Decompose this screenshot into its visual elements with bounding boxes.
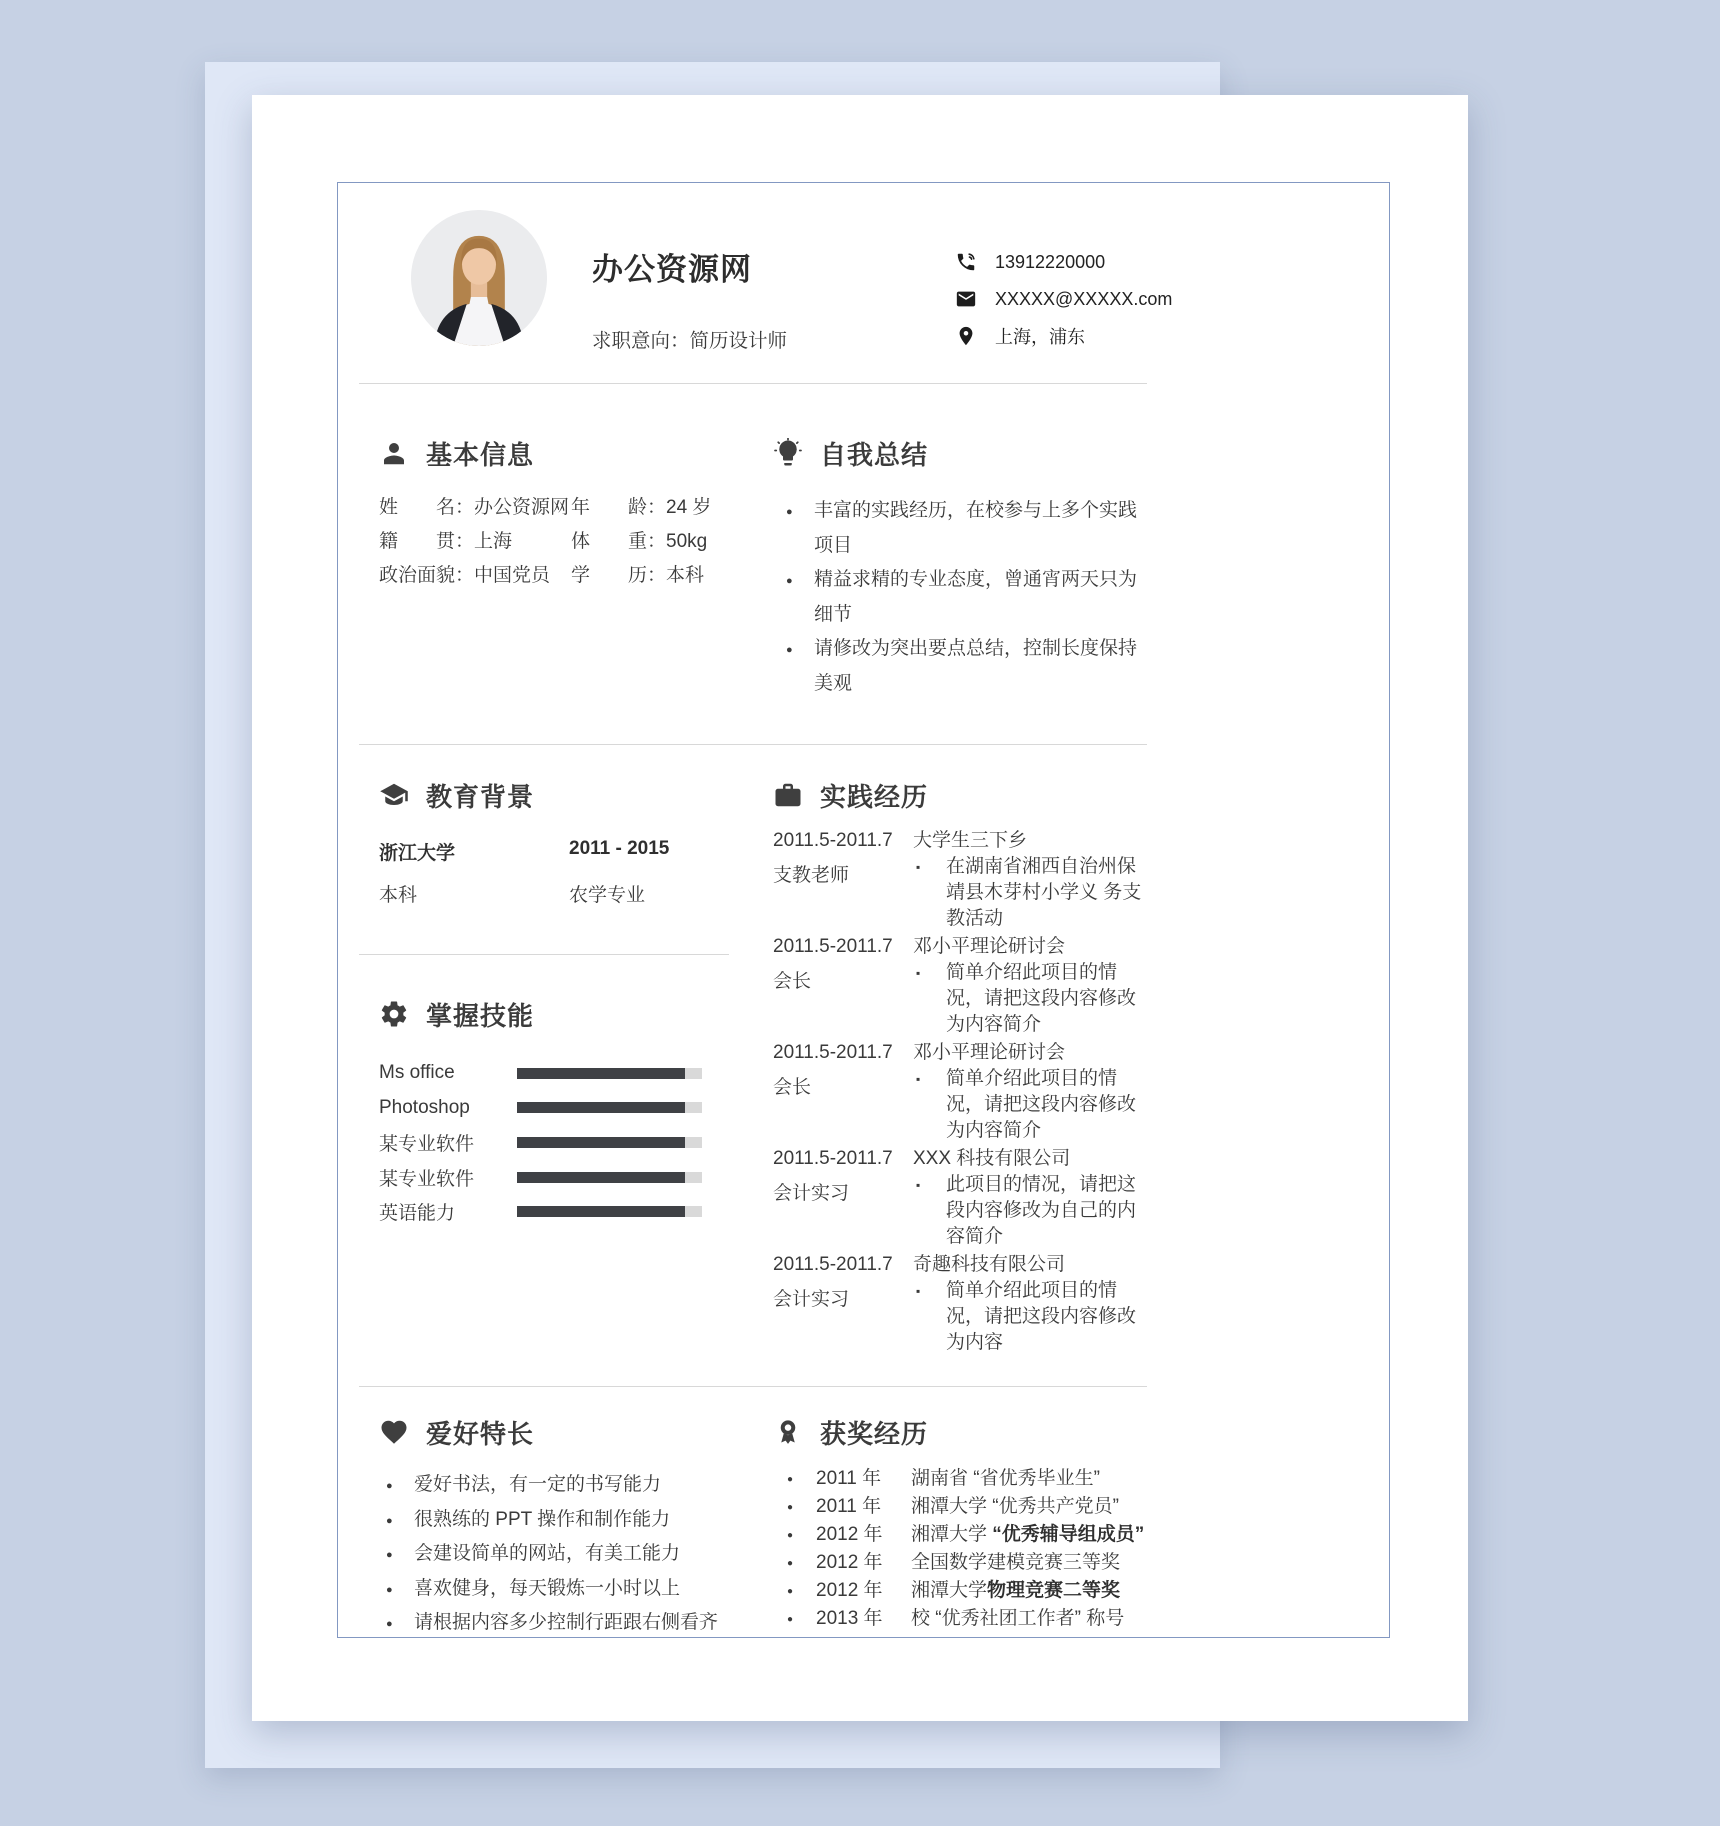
award-year: 2013 年	[816, 1608, 883, 1629]
skill-name: 某专业软件	[379, 1133, 475, 1155]
skill-name: 某专业软件	[379, 1168, 475, 1190]
practice-org: XXX 科技有限公司	[913, 1148, 1071, 1169]
award-text: 湘潭大学 “优秀辅导组成员”	[911, 1524, 1145, 1545]
practice-item	[773, 1252, 1147, 1356]
section-basic-info	[379, 436, 731, 701]
heart-icon	[379, 1417, 409, 1447]
practice-item	[773, 1146, 1147, 1250]
section-title: 自我总结	[820, 439, 929, 470]
award-year: 2012 年	[816, 1552, 883, 1573]
field-label: 籍贯：	[379, 531, 475, 552]
practice-detail	[913, 934, 1147, 1038]
skill-name: Ms office	[379, 1062, 455, 1084]
award-text: 全国数学建模竞赛三等奖	[911, 1552, 1121, 1573]
practice-detail	[913, 1146, 1147, 1250]
resume-header	[379, 210, 1173, 352]
field-value: 50kg	[666, 531, 708, 552]
skill-bar	[517, 1137, 702, 1148]
skill-row	[379, 1194, 731, 1229]
school-name: 浙江大学	[379, 843, 456, 864]
section-divider	[359, 744, 1147, 745]
mail-icon	[955, 288, 977, 310]
award-item	[773, 1465, 1147, 1493]
practice-role: 会计实习	[773, 1183, 850, 1204]
skill-bar-fill	[517, 1068, 685, 1079]
award-text: 校 “优秀社团工作者” 称号	[911, 1608, 1125, 1629]
location-text: 上海，浦东	[995, 327, 1085, 347]
hobby-bullet: ● 喜欢健身，每天锻炼一小时以上	[379, 1572, 731, 1607]
column-divider	[359, 954, 729, 955]
person-icon	[379, 438, 409, 468]
skill-bar	[517, 1068, 702, 1079]
field-label: 体重：	[571, 531, 667, 552]
field-value: 本科	[666, 565, 705, 586]
education-degree: 本科	[379, 885, 418, 906]
education-row	[379, 880, 731, 907]
award-item	[773, 1605, 1147, 1633]
section-awards	[773, 1415, 1147, 1638]
award-year: 2012 年	[816, 1580, 883, 1601]
practice-detail	[913, 1252, 1147, 1356]
skill-bar-fill	[517, 1172, 685, 1183]
skills-body	[379, 1056, 731, 1229]
practice-period: 2011.5-2011.7	[773, 1254, 893, 1275]
award-year: 2011 年	[816, 1468, 882, 1489]
lightbulb-icon	[773, 438, 803, 468]
awards-title-row	[773, 1415, 1147, 1449]
practice-item	[773, 828, 1147, 932]
skill-bar	[517, 1102, 702, 1113]
practice-title-row	[773, 778, 1147, 812]
medal-icon	[773, 1417, 803, 1447]
practice-period: 2011.5-2011.7	[773, 1042, 893, 1063]
contact-phone-row	[955, 251, 1147, 273]
award-text: 湘潭大学物理竞赛二等奖	[911, 1580, 1121, 1601]
practice-desc: ▪ 在湖南省湘西自治州保靖县木芽村小学义 务支教活动	[913, 854, 1147, 932]
section-self-summary	[773, 436, 1147, 701]
resume-content	[338, 183, 1173, 1638]
hobby-bullet: ● 很熟练的 PPT 操作和制作能力	[379, 1503, 731, 1538]
hobby-bullet: ● 会建设简单的网站，有美工能力	[379, 1537, 731, 1572]
phone-icon	[955, 251, 977, 273]
self-summary-list	[773, 494, 1147, 701]
field-value: 24 岁	[666, 497, 712, 518]
award-year: 2011 年	[816, 1496, 882, 1517]
award-item	[773, 1549, 1147, 1577]
job-intention: 求职意向：简历设计师	[592, 330, 788, 352]
practice-period: 2011.5-2011.7	[773, 830, 893, 851]
practice-role: 会计实习	[773, 1289, 850, 1310]
row-basic-summary	[379, 436, 1147, 701]
basic-info-row	[379, 497, 731, 518]
education-major: 农学专业	[569, 885, 646, 906]
self-summary-title-row	[773, 436, 1147, 470]
award-item	[773, 1577, 1147, 1605]
award-text: 湖南省 “省优秀毕业生”	[911, 1468, 1100, 1489]
practice-body	[773, 828, 1147, 1356]
skill-bar-fill	[517, 1137, 685, 1148]
summary-bullet: ● 精益求精的专业态度，曾通宵两天只为细节	[773, 563, 1147, 632]
section-title: 爱好特长	[426, 1418, 535, 1449]
section-title: 获奖经历	[820, 1418, 929, 1449]
practice-desc: ▪ 此项目的情况，请把这段内容修改为自己的内容简介	[913, 1172, 1147, 1250]
skill-bar-fill	[517, 1206, 685, 1217]
practice-role: 会长	[773, 1077, 812, 1098]
practice-org: 邓小平理论研讨会	[913, 1042, 1066, 1063]
practice-meta	[773, 828, 898, 932]
practice-org: 邓小平理论研讨会	[913, 936, 1066, 957]
award-item	[773, 1521, 1147, 1549]
section-title: 实践经历	[820, 781, 929, 812]
practice-desc: ▪ 简单介绍此项目的情况，请把这段内容修改为内容简介	[913, 960, 1147, 1038]
profile-photo	[411, 210, 547, 346]
section-divider	[359, 1386, 1147, 1387]
practice-detail	[913, 1040, 1147, 1144]
awards-body	[773, 1465, 1147, 1633]
hobbies-list	[379, 1468, 731, 1638]
practice-meta	[773, 934, 898, 1038]
location-pin-icon	[955, 325, 977, 347]
practice-desc: ▪ 简单介绍此项目的情况，请把这段内容修改为内容	[913, 1278, 1147, 1356]
summary-bullet: ● 丰富的实践经历，在校参与上多个实践项目	[773, 494, 1147, 563]
skill-row	[379, 1160, 731, 1195]
practice-role: 会长	[773, 971, 812, 992]
practice-meta	[773, 1252, 898, 1356]
avatar-illustration	[411, 210, 547, 346]
practice-item	[773, 1040, 1147, 1144]
education-title-row	[379, 778, 731, 812]
practice-detail	[913, 828, 1147, 932]
field-value: 中国党员	[474, 565, 551, 586]
row-hobbies-awards	[379, 1415, 1147, 1638]
education-row	[379, 838, 731, 865]
award-item	[773, 1493, 1147, 1521]
field-value: 上海	[474, 531, 513, 552]
practice-meta	[773, 1146, 898, 1250]
practice-desc: ▪ 简单介绍此项目的情况，请把这段内容修改为内容简介	[913, 1066, 1147, 1144]
section-skills	[379, 997, 731, 1229]
practice-org: 奇趣科技有限公司	[913, 1254, 1066, 1275]
basic-info-body	[379, 497, 731, 586]
basic-info-row	[379, 565, 731, 586]
email-address: XXXXX@XXXXX.com	[995, 288, 1173, 309]
field-label: 学历：	[571, 565, 667, 586]
skill-bar	[517, 1206, 702, 1217]
basic-info-row	[379, 531, 731, 552]
practice-period: 2011.5-2011.7	[773, 1148, 893, 1169]
hobbies-title-row	[379, 1415, 731, 1449]
candidate-name: 办公资源网	[592, 252, 752, 287]
practice-meta	[773, 1040, 898, 1144]
skill-bar	[517, 1172, 702, 1183]
basic-info-title-row	[379, 436, 731, 470]
skill-row	[379, 1125, 731, 1160]
identity-block	[592, 210, 787, 353]
education-period: 2011 - 2015	[569, 838, 670, 859]
skill-bar-fill	[517, 1102, 685, 1113]
practice-role: 支教老师	[773, 865, 850, 886]
skill-name: Photoshop	[379, 1096, 470, 1118]
skill-row	[379, 1056, 731, 1091]
field-label: 年龄：	[571, 497, 667, 518]
contact-email-row	[955, 288, 1173, 310]
field-label: 姓名：	[379, 497, 475, 518]
section-title: 教育背景	[426, 781, 535, 812]
section-title: 掌握技能	[426, 1000, 535, 1031]
row-education-practice	[379, 778, 1147, 1358]
skill-row	[379, 1091, 731, 1126]
graduation-cap-icon	[379, 780, 409, 810]
award-year: 2012 年	[816, 1524, 883, 1545]
skills-title-row	[379, 997, 731, 1031]
contact-location-row	[955, 325, 1147, 347]
practice-item	[773, 934, 1147, 1038]
award-text: 湘潭大学 “优秀共产党员”	[911, 1496, 1119, 1517]
section-title: 基本信息	[426, 439, 535, 470]
field-label: 政治面貌：	[379, 565, 475, 586]
contact-block	[955, 210, 1173, 362]
field-value: 办公资源网	[474, 497, 570, 518]
gear-icon	[379, 999, 409, 1029]
briefcase-icon	[773, 780, 803, 810]
hobby-bullet: ● 爱好书法，有一定的书写能力	[379, 1468, 731, 1503]
resume-page	[252, 95, 1468, 1721]
section-practice	[773, 778, 1147, 1358]
practice-period: 2011.5-2011.7	[773, 936, 893, 957]
resume-border-frame	[337, 182, 1390, 1638]
practice-org: 大学生三下乡	[913, 830, 1028, 851]
education-body	[379, 838, 731, 907]
skill-name: 英语能力	[379, 1203, 456, 1225]
summary-bullet: ● 请修改为突出要点总结，控制长度保持美观	[773, 632, 1147, 701]
section-hobbies	[379, 1415, 731, 1638]
phone-number: 13912220000	[995, 251, 1106, 272]
left-column	[379, 778, 731, 1358]
hobby-bullet: ● 请根据内容多少控制行距跟右侧看齐	[379, 1606, 731, 1638]
section-divider	[359, 383, 1147, 384]
section-education	[379, 778, 731, 907]
